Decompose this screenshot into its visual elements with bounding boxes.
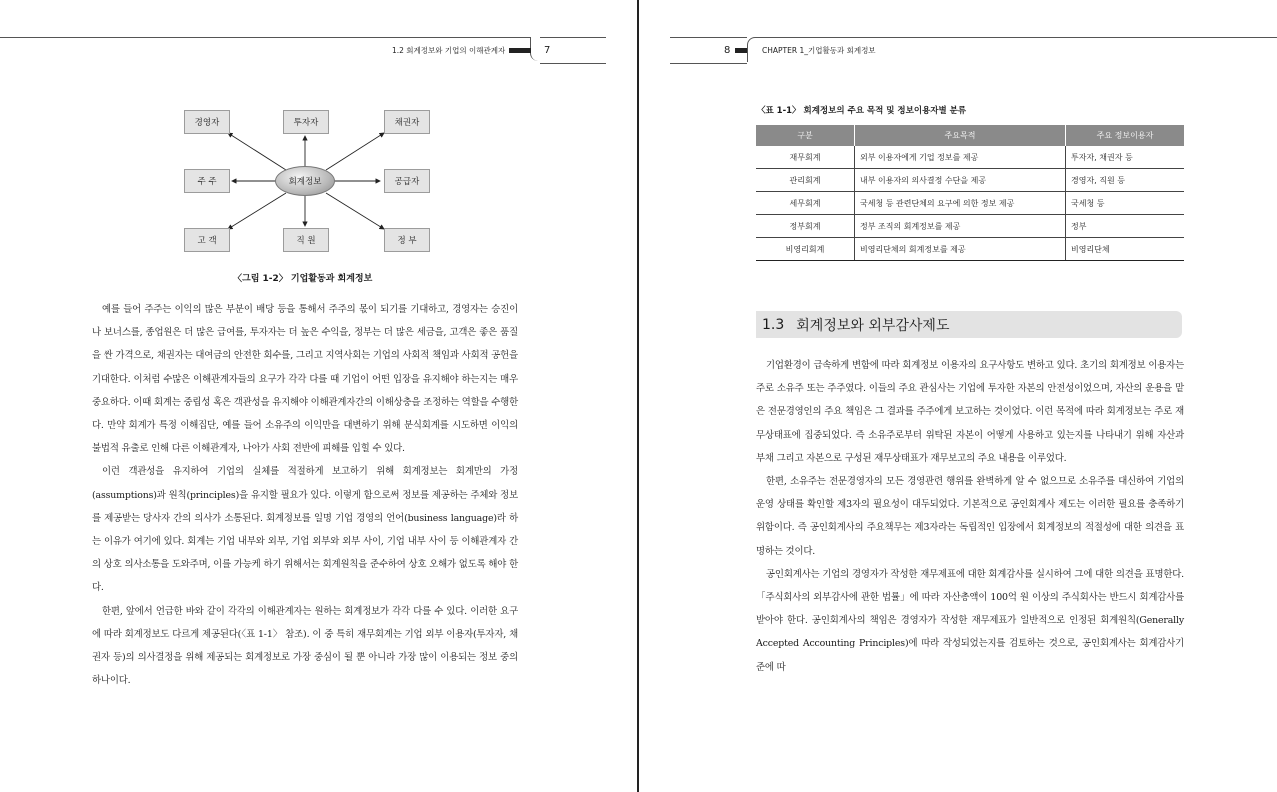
arrow-to-bottom-right: [326, 193, 384, 229]
node-investor: 투자자: [283, 110, 329, 134]
section-number: 1.3: [762, 316, 785, 333]
table-cell: 국세청 등 관련단체의 요구에 의한 정보 제공: [855, 192, 1066, 215]
table-row: [756, 215, 1184, 238]
column-header: 주요 정보이용자: [1066, 125, 1185, 146]
table-row: [756, 146, 1184, 169]
table-title: 〈표 1-1〉 회계정보의 주요 목적 및 정보이용자별 분류: [757, 106, 967, 116]
paragraph: 공인회계사는 기업의 경영자가 작성한 재무제표에 대한 회계감사를 실시하여 그에 대한 의견을 표명한다. 「주식회사의 외부감사에 관한 법률」에 따라 자산총액이 100억 원 이상의 주식회사는 반드시 회계감사를 받아야 한다. 공인회계사의 책임은 경영자가 작성한 재무제표가 일반적으로 인정된 회계원칙(Generally Accepted Accounting Principles)에 따라 작성되었는지를 검토하는 것으로, 공인회계사는 회계감사기준에 따: [756, 568, 1184, 673]
table-cell: 비영리회계: [756, 238, 855, 261]
running-header-title: CHAPTER 1_기업활동과 회계정보: [762, 46, 876, 55]
table-row: [756, 192, 1184, 215]
header-rule-left: [670, 37, 747, 38]
info-table: [756, 125, 1184, 261]
table-cell: 정부회계: [756, 215, 855, 238]
table-cell: 관리회계: [756, 169, 855, 192]
table-cell: 재무회계: [756, 146, 855, 169]
table-cell: 국세청 등: [1066, 192, 1185, 215]
table-cell: 비영리단체: [1066, 238, 1185, 261]
paragraph: 한편, 앞에서 언급한 바와 같이 각각의 이해관계자는 원하는 회계정보가 각각 다를 수 있다. 이러한 요구에 따라 회계정보도 다르게 제공된다(〈표 1-1〉 참조). 이 중 특히 재무회계는 기업 외부 이용자(투자자, 채권자 등)의 의사결정을 위해 제공되는 회계정보로 가장 중심이 될 뿐 아니라 가장 많이 이용되는 정보 중의 하나이다.: [92, 605, 518, 687]
header-rule-lower: [670, 63, 747, 64]
table-cell: 세무회계: [756, 192, 855, 215]
section-heading: [756, 311, 1182, 338]
table-cell: 투자자, 채권자 등: [1066, 146, 1185, 169]
header-tab: [747, 37, 758, 62]
paragraph: 한편, 소유주는 전문경영자의 모든 경영관련 행위를 완벽하게 알 수 없으므로 소유주를 대신하여 기업의 운영 상태를 확인할 제3자의 필요성이 대두되었다. 기본적으로 공인회계사 제도는 이러한 필요를 충족하기 위함이다. 즉 공인회계사의 주요책무는 제3자라는 독립적인 입장에서 회계정보의 적절성에 대한 의견을 표명하는 것이다.: [756, 476, 1184, 557]
table-cell: 내부 이용자의 의사결정 수단을 제공: [855, 169, 1066, 192]
table-row: [756, 169, 1184, 192]
node-shareholder: 주 주: [184, 169, 230, 193]
left-page: [0, 0, 637, 792]
header-rule: [757, 37, 1277, 38]
table-row: [756, 238, 1184, 261]
node-accounting-info: 회계정보: [275, 166, 335, 196]
column-header: 구분: [756, 125, 855, 146]
node-customer: 고 객: [184, 228, 230, 252]
page-divider: [637, 0, 639, 792]
header-bar: [735, 48, 747, 53]
page-number: 7: [544, 45, 551, 56]
left-body-text: [92, 298, 518, 692]
arrow-to-top-left: [228, 133, 286, 170]
arrow-to-top-right: [326, 133, 384, 170]
right-body-text: [756, 354, 1184, 679]
node-government: 정 부: [384, 228, 430, 252]
table-cell: 정부 조직의 회계정보를 제공: [855, 215, 1066, 238]
node-manager: 경영자: [184, 110, 230, 134]
table-cell: 외부 이용자에게 기업 정보를 제공: [855, 146, 1066, 169]
table-cell: 비영리단체의 회계정보를 제공: [855, 238, 1066, 261]
section-title: 회계정보와 외부감사제도: [796, 317, 950, 334]
paragraph: 기업환경이 급속하게 변함에 따라 회계정보 이용자의 요구사항도 변하고 있다. 초기의 회계정보 이용자는 주로 소유주 또는 주주였다. 이들의 주요 관심사는 기업에 투자한 자본의 안전성이었으며, 자산의 운용을 맡은 전문경영인의 주요 책임은 그 결과를 주주에게 보고하는 것이었다. 이런 목적에 따라 회계정보는 주로 재무상태표에 집중되었다. 즉 소유주로부터 위탁된 자본이 어떻게 사용하고 있는지를 나타내기 위해 자산과 부채 그리고 자본으로 구성된 재무상태표가 재무보고의 주요 내용을 이루었다.: [756, 360, 1184, 464]
running-header-title: 1.2 회계정보와 기업의 이해관계자: [392, 46, 506, 55]
paragraph: 이런 객관성을 유지하여 기업의 실체를 적절하게 보고하기 위해 회계정보는 회계만의 가정(assumptions)과 원칙(principles)을 유지할 필요가 있다. 이렇게 함으로써 정보를 제공하는 주체와 정보를 제공받는 당사자 간의 의사가 소통된다. 회계정보를 일명 기업 경영의 언어(business language)라 하는 이유가 여기에 있다. 회계는 기업 내부와 외부, 기업 외부와 외부 사이, 기업 내부 사이 등 이해관계자 간의 상호 의사소통을 도와주며, 이를 가능케 하기 위해서는 회계원칙을 준수하여 상호 오해가 없도록 해야 한다.: [92, 466, 518, 594]
page-number: 8: [724, 45, 731, 56]
node-employee: 직 원: [283, 228, 329, 252]
figure-caption: 〈그림 1-2〉 기업활동과 회계정보: [233, 274, 373, 284]
node-creditor: 채권자: [384, 110, 430, 134]
table-cell: 정부: [1066, 215, 1185, 238]
table-cell: 경영자, 직원 등: [1066, 169, 1185, 192]
right-page: [640, 0, 1277, 792]
paragraph: 예를 들어 주주는 이익의 많은 부분이 배당 등을 통해서 주주의 몫이 되기를 기대하고, 경영자는 승진이나 보너스를, 종업원은 더 많은 급여를, 투자자는 더 높은 수익을, 정부는 더 많은 세금을, 고객은 좋은 품질을 싼 가격으로, 채권자는 대여금의 안전한 회수를, 그리고 지역사회는 기업의 사회적 책임과 사회적 공헌을 기대한다. 이처럼 수많은 이해관계자들의 요구가 각각 다를 때 기업이 어떤 입장을 유지해야 하는지는 매우 중요하다. 이때 회계는 중립성 혹은 객관성을 유지해야 이해관계자간의 이해상충을 조정하는 역할을 수행한다. 만약 회계가 특정 이해집단, 예를 들어 소유주의 이익만을 대변하기 위해 분식회계를 시도하면 이익의 불법적 유출로 인해 다른 이해관계자, 나아가 사회 전반에 피해를 입힐 수 있다.: [92, 304, 518, 455]
table-header-row: [756, 125, 1184, 146]
arrow-to-bottom-left: [228, 193, 286, 229]
node-supplier: 공급자: [384, 169, 430, 193]
stakeholder-diagram: [0, 0, 637, 300]
column-header: 주요목적: [855, 125, 1066, 146]
